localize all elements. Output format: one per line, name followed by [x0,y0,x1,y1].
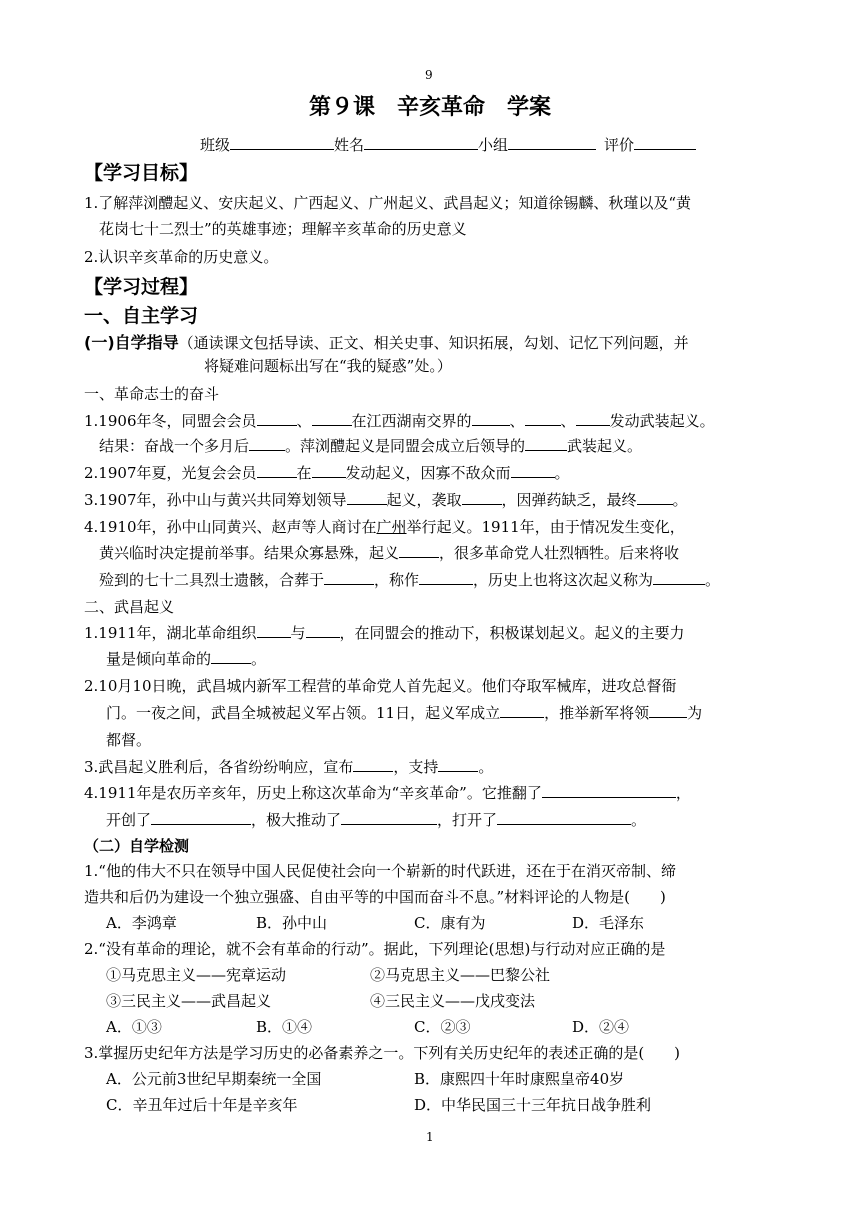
part1-q4-line-2 [99,542,679,563]
check-q3-option-d: D．中华民国三十三年抗日战争胜利 [414,1096,652,1114]
text: 、 [560,412,576,430]
text: 结果：奋战一个多月后 [99,437,250,455]
check-heading: （二）自学检测 [84,837,190,855]
text: 举行起义。1911年，由于情况发生变化， [406,518,685,536]
blank[interactable] [511,462,555,478]
check-q2-item-4: ④三民主义——戊戌变法 [370,992,536,1010]
page-title: 第９课 辛亥革命 学案 [308,95,551,120]
text: 发动武装起义。 [609,412,715,430]
blank[interactable] [257,622,291,638]
text: 与 [290,624,306,642]
guide-label: (一)自学指导 [84,333,179,352]
text: 。萍浏醴起义是同盟会成立后领导的 [285,437,526,455]
text: ， [675,784,691,802]
class-label: 班级 [200,136,231,154]
text: ，在同盟会的推动下，积极谋划起义。起义的主要力 [339,624,685,642]
blank[interactable] [653,569,705,585]
text: 。 [478,758,494,776]
text: 3.1907年，孙中山与黄兴共同筹划领导 [84,491,347,509]
part1-heading: 一、革命志士的奋斗 [84,385,220,403]
blank[interactable] [462,489,502,505]
part2-q2-line-3: 都督。 [106,731,152,749]
check-q1-option-c: C．康有为 [414,914,486,932]
text: 3.武昌起义胜利后，各省纷纷响应，宣布 [84,758,354,776]
check-q1-line-2: 造共和后仍为建设一个独立强盛、自由平等的中国而奋斗不息。”材料评论的人物是( ) [84,888,666,906]
text: 黄兴临时决定提前举事。结果众寡悬殊，起义 [99,544,400,562]
blank[interactable] [249,435,285,451]
text: ，因弹药缺乏，最终 [501,491,637,509]
check-q2-item-2: ②马克思主义——巴黎公社 [370,966,551,984]
blank[interactable] [576,410,610,426]
blank[interactable] [211,648,251,664]
part2-q4-line-1 [84,782,691,803]
goal-1-line-2: 花岗七十二烈士”的英雄事迹；理解辛亥革命的历史意义 [99,220,467,238]
text: 4.1910年，孙中山同黄兴、赵声等人商讨在 [84,518,377,536]
part2-q2-line-1: 2.10月10日晚，武昌城内新军工程营的革命党人首先起义。他们夺取军械库，进攻总督衙 [84,677,677,695]
part1-q1-line-1 [84,410,715,431]
text: 。 [705,571,721,589]
blank[interactable] [353,756,393,772]
text: 发动起义，因寡不敌众而 [345,464,511,482]
text: 。 [672,491,688,509]
part1-q3 [84,489,688,510]
blank[interactable] [419,569,473,585]
guide-line-2: 将疑难问题标出写在“我的疑惑”处。） [204,357,452,375]
check-q3-option-a: A．公元前3世纪早期秦统一全国 [106,1070,322,1088]
blank[interactable] [472,410,510,426]
page-top-number: 9 [425,68,433,82]
part1-q4-line-3 [99,569,720,590]
part2-q1-line-1 [84,622,685,643]
blank[interactable] [637,489,673,505]
blank[interactable] [500,702,544,718]
text: ，支持 [393,758,439,776]
blank[interactable] [257,462,297,478]
page-bottom-number: 1 [426,1130,434,1144]
part1-q1-line-2 [99,435,642,456]
text: 在江西湖南交界的 [351,412,472,430]
blank[interactable] [312,462,346,478]
check-q3-stem: 3.掌握历史纪年方法是学习历史的必备素养之一。下列有关历史纪年的表述正确的是( ) [84,1044,681,1062]
text: 武装起义。 [567,437,643,455]
check-q2-item-1: ①马克思主义——宪章运动 [106,966,287,984]
section-self-study: 一、自主学习 [84,305,199,327]
text: 1.1906年冬，同盟会会员 [84,412,257,430]
text: 。 [251,650,267,668]
check-q2-option-b: B．①④ [256,1018,313,1036]
text: 起义，袭取 [386,491,462,509]
text: ，很多革命党人壮烈牺牲。后来将收 [439,544,680,562]
text: ，推举新军将领 [544,704,650,722]
text: 在 [296,464,312,482]
name-blank [364,134,478,150]
part2-heading: 二、武昌起义 [84,598,175,616]
blank[interactable] [542,782,676,798]
text: 殓到的七十二具烈士遗骸，合葬于 [99,571,325,589]
text: ，极大推动了 [251,811,342,829]
class-blank [230,134,334,150]
group-label: 小组 [478,136,509,154]
text: ，历史上也将这次起义称为 [473,571,654,589]
goal-2: 2.认识辛亥革命的历史意义。 [84,248,279,266]
check-q2-stem: 2.“没有革命的理论，就不会有革命的行动”。据此，下列理论(思想)与行动对应正确的是 [84,940,666,958]
blank[interactable] [306,622,340,638]
blank[interactable] [341,809,437,825]
blank[interactable] [312,410,352,426]
part1-q2 [84,462,570,483]
check-q2-option-d: D．②④ [572,1018,630,1036]
part1-q4-line-1 [84,516,685,537]
eval-label: 评价 [604,136,635,154]
name-label: 姓名 [334,136,365,154]
eval-blank [634,134,696,150]
part2-q2-line-2 [106,702,702,723]
blank[interactable] [151,809,251,825]
section-goals: 【学习目标】 [84,162,199,184]
blank[interactable] [525,435,567,451]
guide-line-1 [84,330,689,353]
blank[interactable] [525,410,561,426]
text: 开创了 [106,811,152,829]
check-q1-option-d: D．毛泽东 [572,914,645,932]
blank[interactable] [649,702,687,718]
text: 量是倾向革命的 [106,650,212,668]
info-line [200,134,696,155]
check-q2-option-c: C．②③ [414,1018,471,1036]
blank[interactable] [438,756,478,772]
text: 门。一夜之间，武昌全城被起义军占领。11日，起义军成立 [106,704,501,722]
check-q1-line-1: 1.“他的伟大不只在领导中国人民促使社会向一个崭新的时代跃进，还在于在消灭帝制、缔 [84,862,676,880]
blank[interactable] [257,410,297,426]
blank[interactable] [497,809,631,825]
text: 4.1911年是农历辛亥年，历史上称这次革命为“辛亥革命”。它推翻了 [84,784,542,802]
check-q2-item-3: ③三民主义——武昌起义 [106,992,272,1010]
text: 为 [687,704,703,722]
blank[interactable] [399,542,439,558]
check-q3-option-c: C．辛丑年过后十年是辛亥年 [106,1096,298,1114]
text: 、 [296,412,312,430]
text: ，称作 [374,571,420,589]
section-process: 【学习过程】 [84,276,199,298]
part2-q3 [84,756,493,777]
text: 、 [509,412,525,430]
check-q1-option-b: B．孙中山 [256,914,328,932]
check-q1-option-a: A．李鸿章 [106,914,177,932]
text: 。 [554,464,570,482]
text: 。 [631,811,647,829]
city-guangzhou: 广州 [376,518,407,536]
blank[interactable] [347,489,387,505]
part2-q4-line-2 [106,809,646,830]
guide-text-a: （通读课文包括导读、正文、相关史事、知识拓展，勾划、记忆下列问题，并 [178,334,689,352]
blank[interactable] [324,569,374,585]
check-q2-option-a: A．①③ [106,1018,162,1036]
text: 2.1907年夏，光复会会员 [84,464,257,482]
goal-1-line-1: 1.了解萍浏醴起义、安庆起义、广西起义、广州起义、武昌起义；知道徐锡麟、秋瑾以及“黄 [84,194,691,212]
text: ，打开了 [437,811,498,829]
group-blank [508,134,596,150]
part2-q1-line-2 [106,648,266,669]
text: 1.1911年，湖北革命组织 [84,624,257,642]
check-q3-option-b: B．康熙四十年时康熙皇帝40岁 [414,1070,625,1088]
